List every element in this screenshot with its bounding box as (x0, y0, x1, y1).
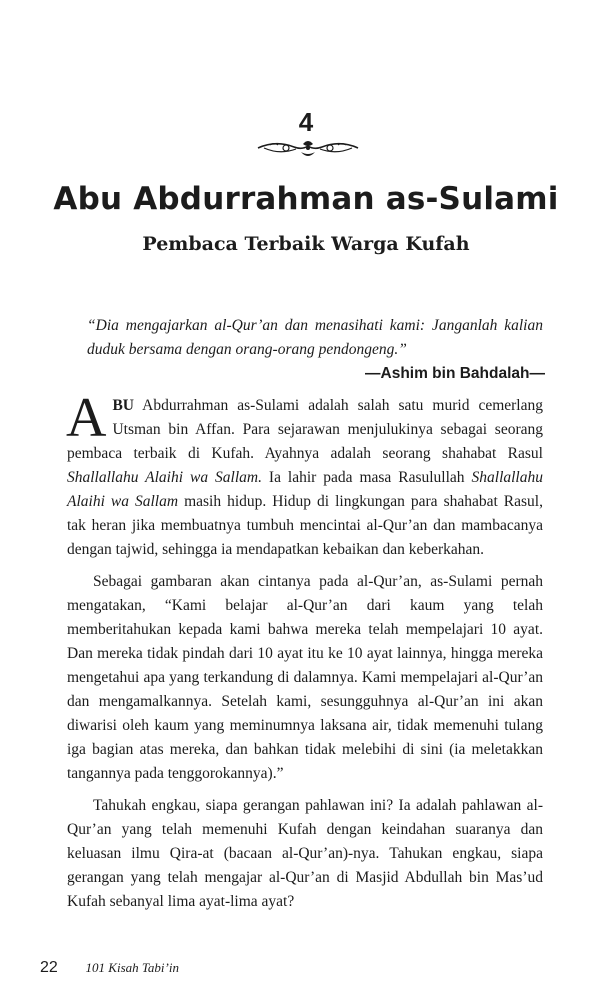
paragraph-1-text-c: masih hidup. Hidup di lingkungan para shahabat Rasul, tak heran jika membuatnya tumbuh mencintai al-Qur’an dan mambacanya dengan tajwid, sehingga ia mendapatkan kebaikan dan keberkahan. (67, 493, 543, 558)
chapter-number: 4 (298, 107, 314, 137)
honorific-italic: Shallallahu Alaihi wa Sallam. (67, 469, 262, 486)
paragraph-2: Sebagai gambaran akan cintanya pada al-Qur’an, as-Sulami pernah mengatakan, “Kami belajar al-Qur’an dari kaum yang telah memberitahukan kepada kami bahwa mereka telah mempelajari 10 ayat. Dan mereka tidak pindah dari 10 ayat itu ke 10 ayat lainnya, hingga mereka mengetahui apa yang terkandung di dalamnya. Kami mempelajari al-Qur’an dan mengamalkannya. Setelah kami, sesungguhnya al-Qur’an ini akan diwarisi oleh kaum yang meminumnya laksana air, tidak memenuhi tulang iga bagian atas mereka, dan bahkan tidak melebihi di sini (ia meletakkan tangannya pada tenggorokannya).” (67, 573, 543, 782)
honorific-italic: Shallallahu Alaihi wa Sallam (67, 469, 543, 510)
chapter-title: Abu Abdurrahman as-Sulami (53, 181, 559, 217)
drop-cap: A (66, 387, 107, 449)
chapter-subtitle: Pembaca Terbaik Warga Kufah (142, 233, 470, 255)
running-title: 101 Kisah Tabi’in (85, 960, 179, 975)
page-number: 22 (40, 959, 58, 976)
chapter-ornament-icon (256, 136, 360, 162)
lead-word: BU (112, 397, 134, 414)
epigraph-quote: “Dia mengajarkan al-Qur’an dan menasihati kami: Janganlah kalian duduk bersama dengan orang-orang pendongeng.” (87, 317, 543, 358)
paragraph-1-text-a: Abdurrahman as-Sulami adalah salah satu murid cemerlang Utsman bin Affan. Para sejarawan menjulukinya sebagai seorang pembaca terbaik di Kufah. Ayahnya adalah seorang shahabat Rasul (67, 397, 543, 462)
body-text (66, 387, 543, 914)
page-footer (40, 958, 179, 978)
paragraph-3: Tahukah engkau, siapa gerangan pahlawan ini? Ia adalah pahlawan al-Qur’an yang telah memenuhi Kufah dengan keindahan suaranya dan keluasan ilmu Qira-at (bacaan al-Qur’an)-nya. Tahukan engkau, siapa gerangan yang telah mengajar al-Qur’an di Masjid Abdullah bin Mas’ud Kufah sebanyal lima ayat-lima ayat? (67, 797, 543, 910)
epigraph-attribution: —Ashim bin Bahdalah— (365, 365, 545, 382)
paragraph-1-text-b: Ia lahir pada masa Rasulullah (261, 469, 472, 486)
paragraph-1 (66, 387, 543, 562)
